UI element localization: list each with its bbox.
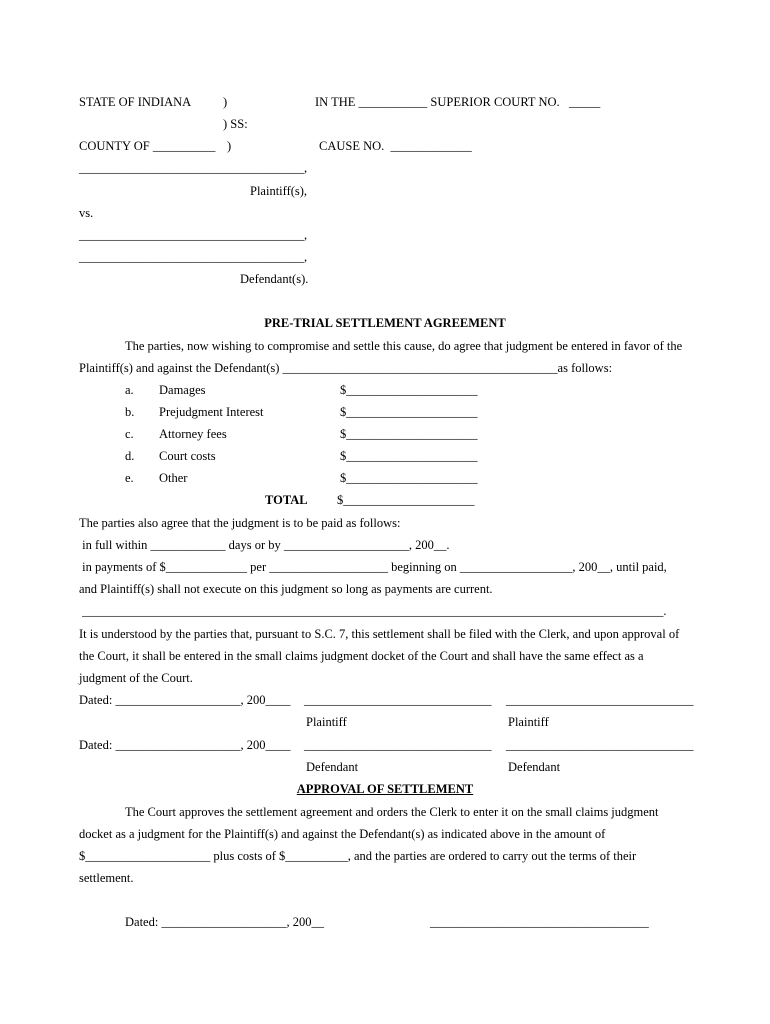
item-label: Other: [159, 471, 188, 485]
intro-text: The parties, now wishing to compromise and settle this cause, do agree that judgment be entered in favor of the: [125, 339, 683, 353]
ss-label: ) SS:: [223, 117, 248, 131]
item-letter: e.: [125, 471, 134, 485]
understood-text: judgment of the Court.: [79, 671, 193, 685]
item-letter: a.: [125, 383, 134, 397]
item-letter: b.: [125, 405, 135, 419]
plaintiff-label: Plaintiff(s),: [250, 184, 308, 198]
option-other[interactable]: _____________________________________________________________________________________________.: [79, 604, 667, 618]
item-label: Damages: [159, 383, 206, 397]
understood-text: It is understood by the parties that, pursuant to S.C. 7, this settlement shall be filed with the Clerk, and upon approval of: [79, 627, 680, 641]
cause-number-field[interactable]: CAUSE NO. _____________: [319, 139, 472, 153]
caption-paren: ): [227, 139, 232, 153]
intro-text: Plaintiff(s) and against the Defendant(s) ____________________________________________as follows:: [79, 361, 613, 375]
damages-amount-field[interactable]: $_____________________: [340, 383, 478, 397]
interest-amount-field[interactable]: $_____________________: [340, 405, 478, 419]
installments-text: and Plaintiff(s) shall not execute on this judgment so long as payments are current.: [79, 582, 493, 596]
item-label: Prejudgment Interest: [159, 405, 264, 419]
court-costs-amount-field[interactable]: $_____________________: [340, 449, 478, 463]
total-label: TOTAL: [265, 493, 308, 507]
total-amount-field[interactable]: $_____________________: [337, 493, 475, 507]
approval-text: settlement.: [79, 871, 134, 885]
item-letter: c.: [125, 427, 134, 441]
vs-label: vs.: [79, 206, 94, 220]
document-title: PRE-TRIAL SETTLEMENT AGREEMENT: [264, 316, 506, 330]
plaintiff-label: Plaintiff: [306, 715, 347, 729]
county-field[interactable]: COUNTY OF __________: [79, 139, 216, 153]
state-label: STATE OF INDIANA: [79, 95, 192, 109]
approval-title: APPROVAL OF SETTLEMENT: [296, 782, 474, 796]
court-name-field[interactable]: IN THE ___________ SUPERIOR COURT NO. _____: [315, 95, 601, 109]
defendant-signature-line[interactable]: ______________________________: [304, 738, 492, 752]
plaintiff-name-field[interactable]: ____________________________________,: [79, 161, 308, 175]
plaintiff-label: Plaintiff: [508, 715, 549, 729]
item-letter: d.: [125, 449, 135, 463]
item-label: Attorney fees: [159, 427, 227, 441]
approval-text: docket as a judgment for the Plaintiff(s) and against the Defendant(s) as indicated above in the amount of: [79, 827, 606, 841]
defendant-name-field[interactable]: ____________________________________,: [79, 250, 308, 264]
defendant-label: Defendant: [508, 760, 561, 774]
defendant-label: Defendant: [306, 760, 359, 774]
option-full-payment[interactable]: in full within ____________ days or by ____________________, 200__.: [79, 538, 450, 552]
plaintiff-signature-line[interactable]: ______________________________: [304, 693, 492, 707]
payment-intro: The parties also agree that the judgment is to be paid as follows:: [79, 516, 401, 530]
attorney-fees-amount-field[interactable]: $_____________________: [340, 427, 478, 441]
option-installments[interactable]: in payments of $_____________ per ___________________ beginning on __________________, 200__, until paid,: [79, 560, 667, 574]
plaintiff-signature-line[interactable]: ______________________________: [506, 693, 694, 707]
item-label: Court costs: [159, 449, 216, 463]
understood-text: the Court, it shall be entered in the small claims judgment docket of the Court and shall have the same effect as a: [79, 649, 644, 663]
defendant-label: Defendant(s).: [240, 272, 309, 286]
judge-signature-line[interactable]: ___________________________________: [430, 915, 649, 929]
approval-amount-field[interactable]: $____________________ plus costs of $__________, and the parties are ordered to carry out the terms of their: [79, 849, 637, 863]
approval-text: The Court approves the settlement agreement and orders the Clerk to enter it on the small claims judgment: [125, 805, 659, 819]
approval-dated-field[interactable]: Dated: ____________________, 200__: [125, 915, 324, 929]
dated-defendant-field[interactable]: Dated: ____________________, 200____: [79, 738, 291, 752]
other-amount-field[interactable]: $_____________________: [340, 471, 478, 485]
defendant-name-field[interactable]: ____________________________________,: [79, 228, 308, 242]
defendant-signature-line[interactable]: ______________________________: [506, 738, 694, 752]
dated-plaintiff-field[interactable]: Dated: ____________________, 200____: [79, 693, 291, 707]
caption-paren: ): [223, 95, 228, 109]
